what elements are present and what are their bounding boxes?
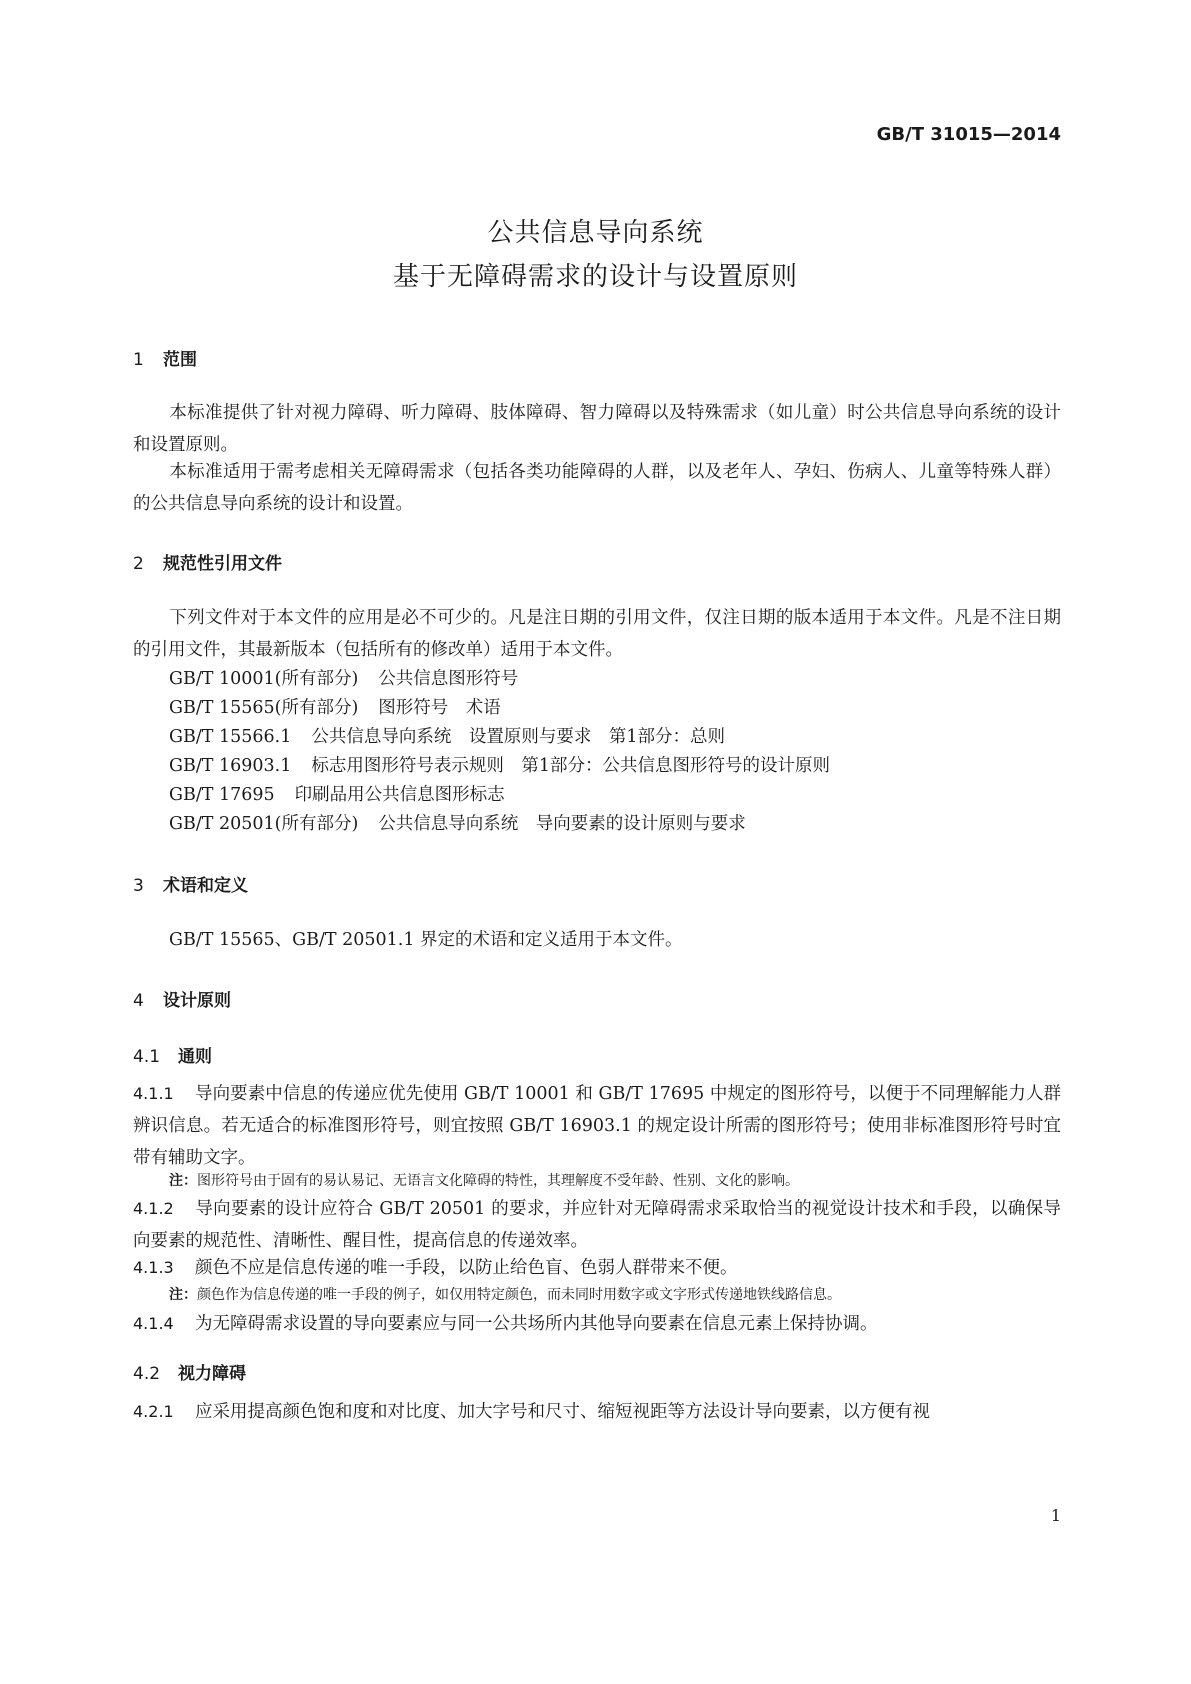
section-4-2-heading [133,1359,246,1384]
reference-item: GB/T 10001(所有部分) 公共信息图形符号 [169,669,519,689]
reference-item: GB/T 20501(所有部分) 公共信息导向系统 导向要素的设计原则与要求 [169,814,746,834]
clause-4-1-4 [133,1308,1061,1340]
document-title-line2: 基于无障碍需求的设计与设置原则 [392,262,798,292]
section-number: 1 [133,350,144,370]
section-title: 术语和定义 [163,876,248,896]
clause-4-1-2 [133,1193,1061,1257]
clause-number: 4.1.4 [133,1314,174,1333]
section-2-heading [133,549,282,574]
section-title: 通则 [178,1047,212,1067]
clause-4-1-3 [133,1252,1061,1284]
note-1 [169,1170,799,1190]
page-number: 1 [1050,1506,1061,1525]
clause-4-2-1 [133,1396,1061,1428]
section-1-paragraph-2: 本标准适用于需考虑相关无障碍需求（包括各类功能障碍的人群，以及老年人、孕妇、伤病人、儿童等特殊人群）的公共信息导向系统的设计和设置。 [133,462,1061,514]
clause-text: 应采用提高颜色饱和度和对比度、加大字号和尺寸、缩短视距等方法设计导向要素，以方便有视 [195,1402,930,1422]
section-1-paragraph-1: 本标准提供了针对视力障碍、听力障碍、肢体障碍、智力障碍以及特殊需求（如儿童）时公共信息导向系统的设计和设置原则。 [133,403,1061,455]
note-text: 颜色作为信息传递的唯一手段的例子，如仅用特定颜色，而未同时用数字或文字形式传递地铁线路信息。 [197,1287,841,1303]
clause-text: 颜色不应是信息传递的唯一手段，以防止给色盲、色弱人群带来不便。 [195,1258,738,1278]
section-number: 3 [133,876,144,896]
section-number: 4 [133,991,144,1011]
section-3-paragraph: GB/T 15565、GB/T 20501.1 界定的术语和定义适用于本文件。 [169,930,683,950]
reference-item: GB/T 15565(所有部分) 图形符号 术语 [169,698,501,718]
note-label: 注： [169,1173,197,1189]
clause-4-1-1 [133,1078,1061,1174]
section-number: 4.1 [133,1047,161,1067]
reference-item: GB/T 16903.1 标志用图形符号表示规则 第1部分：公共信息图形符号的设计原则 [169,756,830,776]
section-number: 4.2 [133,1364,161,1384]
section-3-heading [133,871,248,896]
clause-number: 4.1.3 [133,1258,174,1277]
note-2 [169,1284,841,1304]
clause-text: 导向要素中信息的传递应优先使用 GB/T 10001 和 GB/T 17695 中规定的图形符号，以便于不同理解能力人群辨识信息。若无适合的标准图形符号，则宜按照 GB/T 16903.1 的规定设计所需的图形符号；使用非标准图形符号时宜带有辅助文字。 [133,1084,1061,1168]
section-2-intro: 下列文件对于本文件的应用是必不可少的。凡是注日期的引用文件，仅注日期的版本适用于本文件。凡是不注日期的引用文件，其最新版本（包括所有的修改单）适用于本文件。 [133,608,1061,660]
document-title-line1: 公共信息导向系统 [487,218,704,248]
clause-text: 为无障碍需求设置的导向要素应与同一公共场所内其他导向要素在信息元素上保持协调。 [195,1314,878,1334]
clause-number: 4.1.2 [133,1199,174,1218]
standard-code: GB/T 31015—2014 [876,124,1061,145]
clause-text: 导向要素的设计应符合 GB/T 20501 的要求，并应针对无障碍需求采取恰当的视觉设计技术和手段，以确保导向要素的规范性、清晰性、醒目性，提高信息的传递效率。 [133,1199,1061,1251]
reference-item: GB/T 15566.1 公共信息导向系统 设置原则与要求 第1部分：总则 [169,727,725,747]
section-4-heading [133,986,231,1011]
section-4-1-heading [133,1042,212,1067]
section-1-heading [133,345,197,370]
section-number: 2 [133,554,144,574]
section-title: 视力障碍 [178,1364,246,1384]
section-title: 设计原则 [163,991,231,1011]
section-title: 规范性引用文件 [163,554,282,574]
clause-number: 4.1.1 [133,1084,174,1103]
reference-item: GB/T 17695 印刷品用公共信息图形标志 [169,785,505,805]
note-text: 图形符号由于固有的易认易记、无语言文化障碍的特性，其理解度不受年龄、性别、文化的影响。 [197,1173,799,1189]
clause-number: 4.2.1 [133,1402,174,1421]
note-label: 注： [169,1287,197,1303]
section-title: 范围 [163,350,197,370]
